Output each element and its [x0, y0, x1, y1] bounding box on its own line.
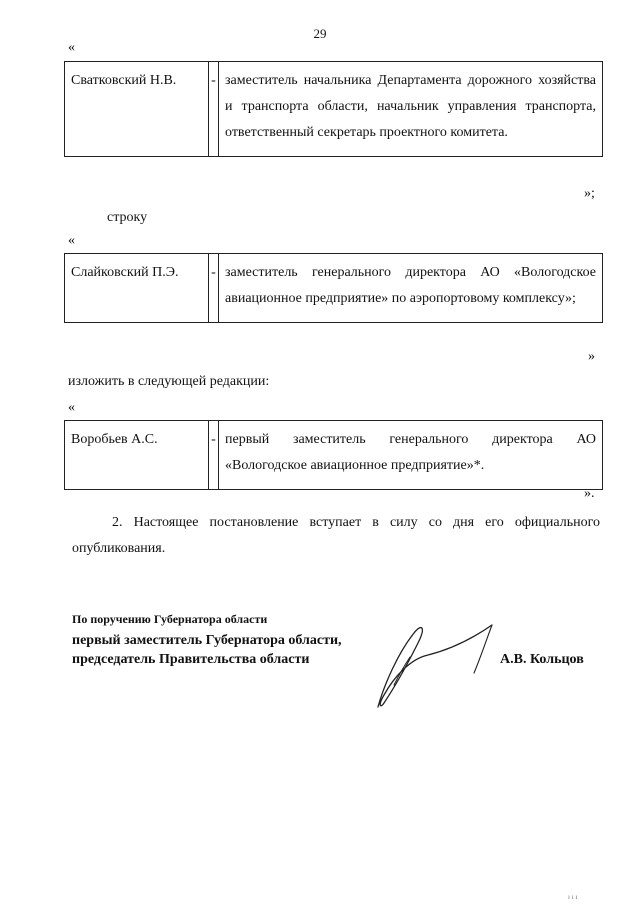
- committee-member-row: [64, 61, 603, 157]
- member-position: заместитель генерального директора АО «Вологодское авиационное предприятие» по аэропортовому комплексу»;: [219, 254, 603, 323]
- open-quote: «: [68, 400, 75, 415]
- handwritten-signature: [370, 615, 510, 715]
- committee-member-row: [64, 253, 603, 323]
- member-name: Сватковский Н.В.: [65, 62, 209, 157]
- open-quote: «: [68, 40, 75, 55]
- close-quote: »;: [584, 186, 595, 201]
- close-quote: ».: [584, 486, 595, 501]
- stroku-text: строку: [107, 210, 148, 225]
- signature-authority-line: По поручению Губернатора области: [72, 612, 268, 626]
- dash-separator: -: [209, 254, 219, 323]
- signatory-name: А.В. Кольцов: [500, 652, 584, 667]
- member-name: Слайковский П.Э.: [65, 254, 209, 323]
- close-quote: »: [588, 349, 595, 364]
- corner-mark: ı ı ı: [568, 893, 578, 901]
- page-number: 29: [313, 26, 327, 41]
- signature-title-line: первый заместитель Губернатора области,: [72, 633, 342, 648]
- izlozhit-text: изложить в следующей редакции:: [68, 374, 270, 389]
- signature-title-line: председатель Правительства области: [72, 652, 310, 667]
- member-position: заместитель начальника Департамента дорожного хозяйства и транспорта области, начальник управления транспорта, ответственный секретарь проектного комитета.: [219, 62, 603, 157]
- open-quote: «: [68, 233, 75, 248]
- committee-member-row: [64, 420, 603, 490]
- paragraph-2: 2. Настоящее постановление вступает в силу со дня его официального опубликования.: [72, 515, 600, 556]
- dash-separator: -: [209, 421, 219, 490]
- dash-separator: -: [209, 62, 219, 157]
- member-position: первый заместитель генерального директора АО «Вологодское авиационное предприятие»*.: [219, 421, 603, 490]
- member-name: Воробьев А.С.: [65, 421, 209, 490]
